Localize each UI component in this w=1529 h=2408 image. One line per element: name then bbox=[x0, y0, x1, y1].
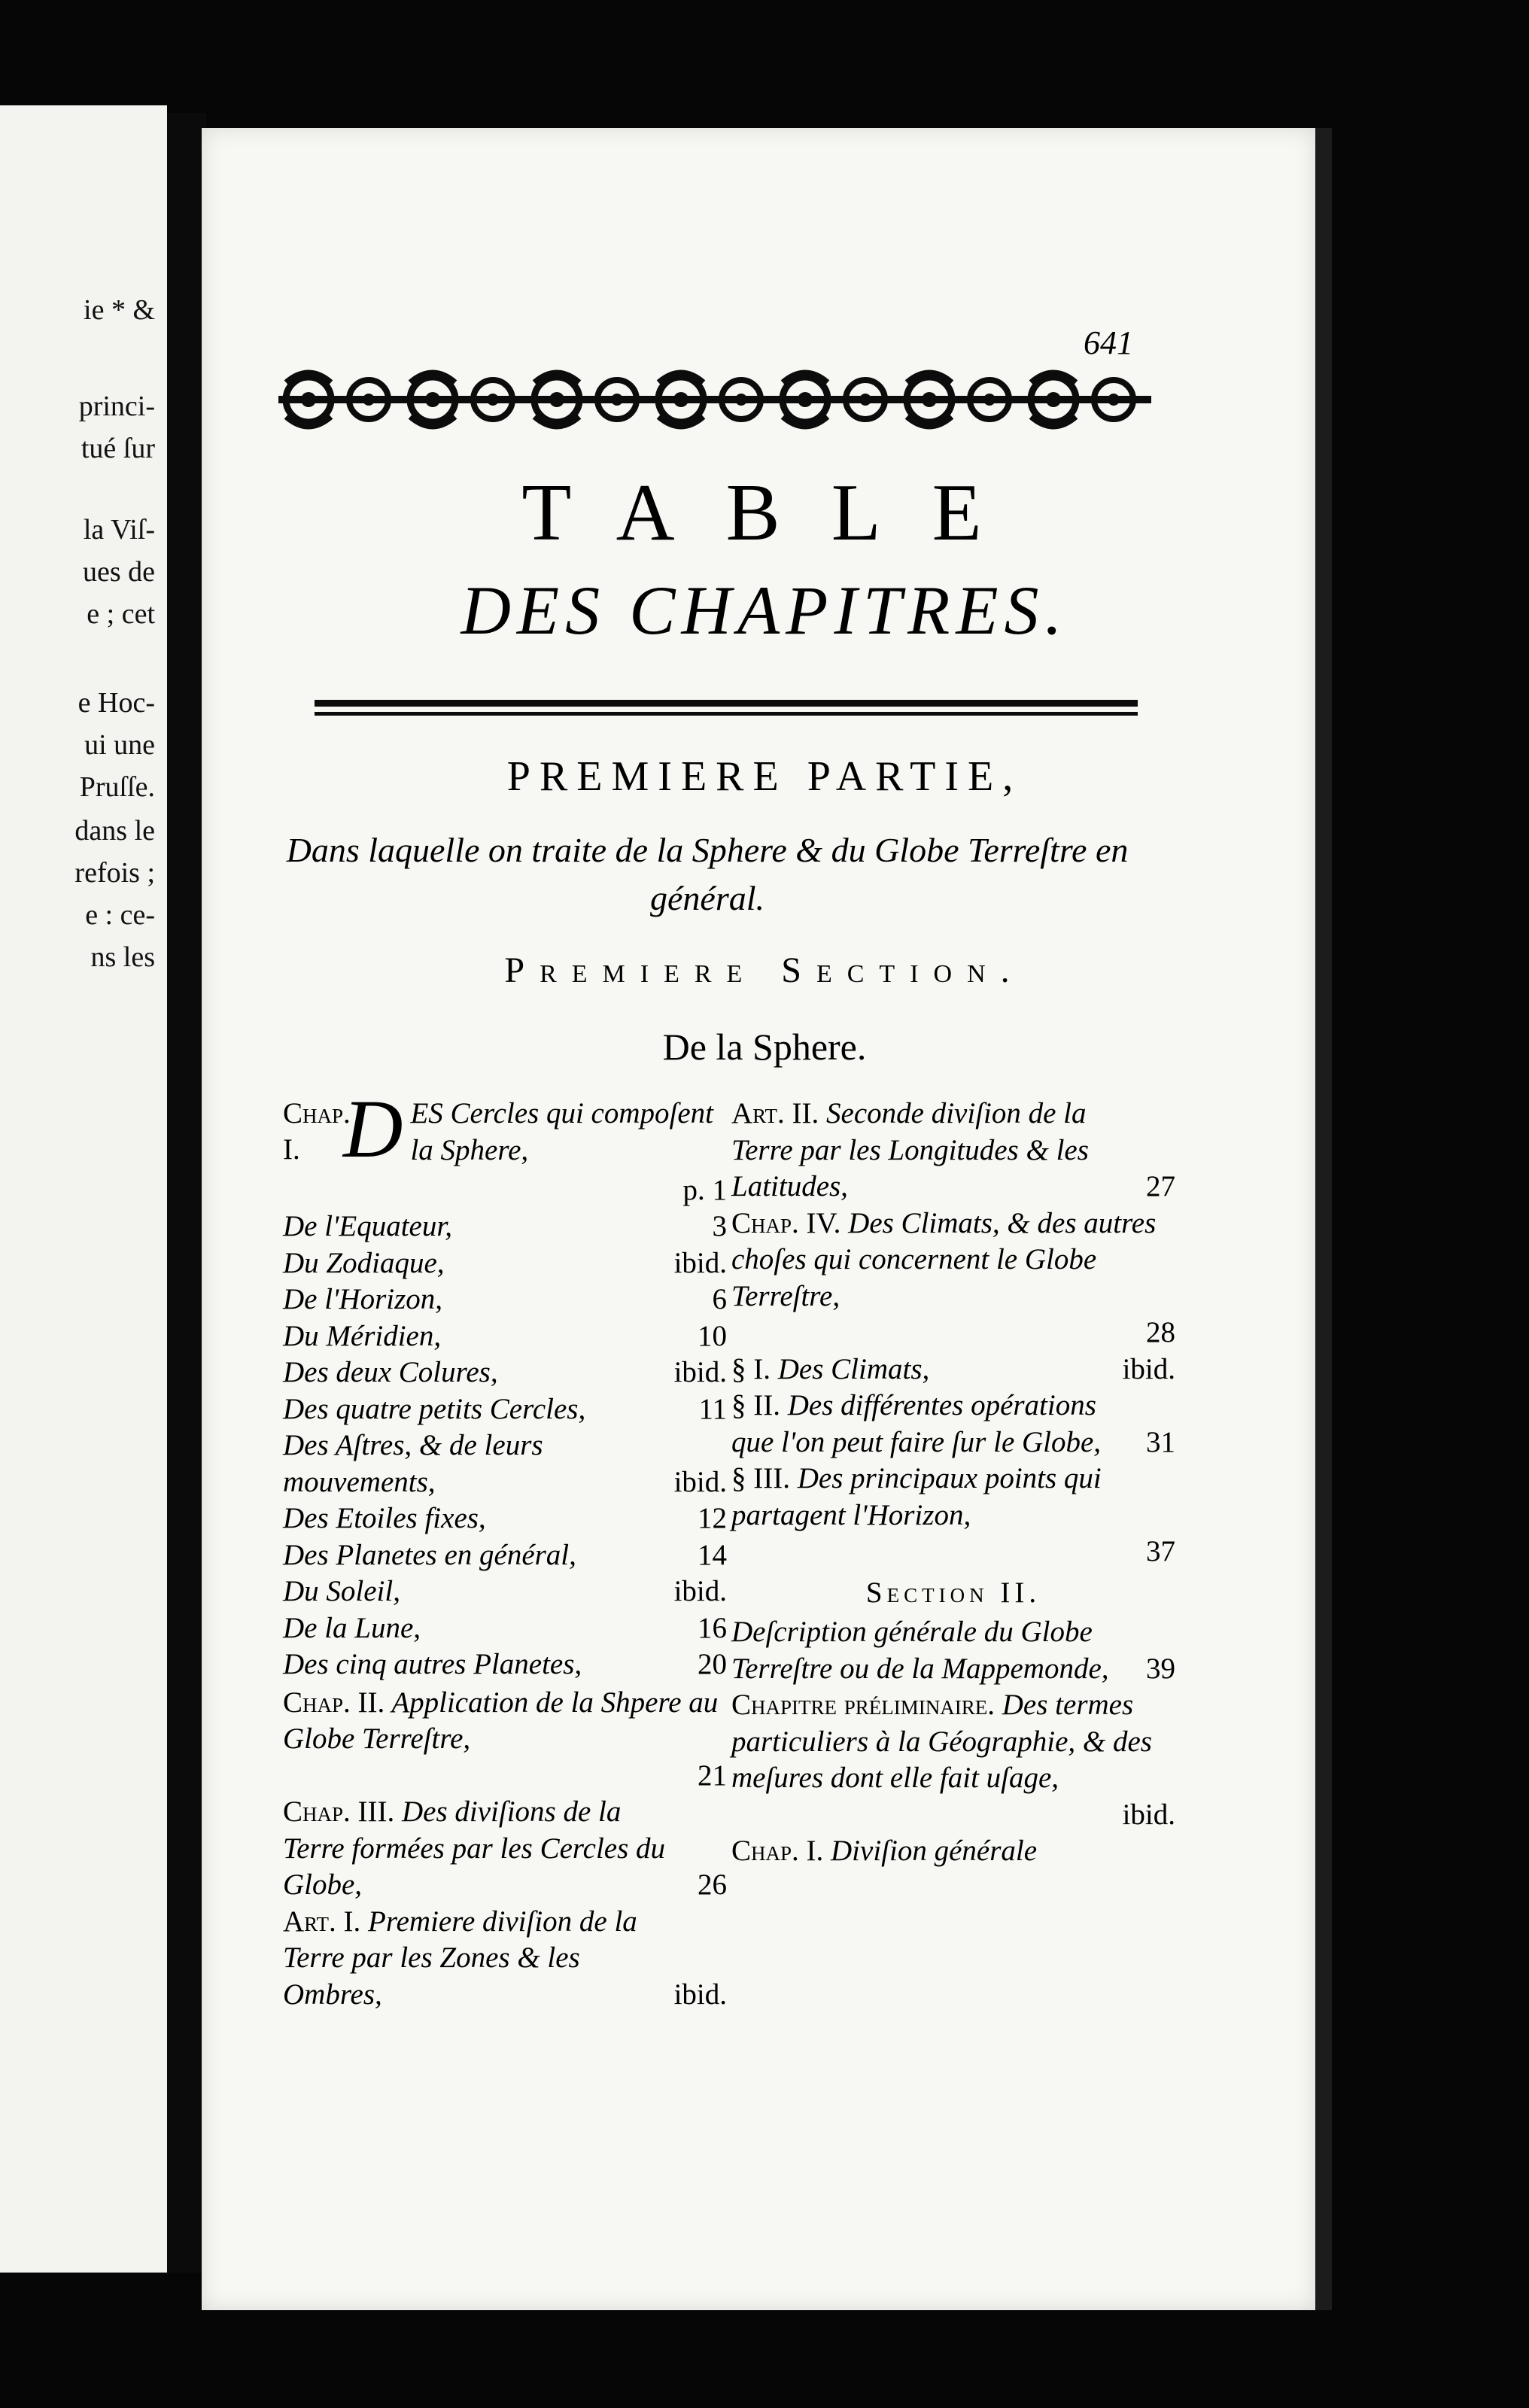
entry-label: Chap. I. bbox=[731, 1835, 824, 1867]
toc-entry bbox=[283, 1573, 727, 1610]
toc-entry bbox=[283, 1354, 727, 1391]
toc-entry bbox=[283, 1083, 727, 1209]
entry-label: § I. bbox=[731, 1352, 771, 1385]
entry-text: Des quatre petits Cercles, bbox=[283, 1392, 586, 1425]
entry-page: ibid. bbox=[1122, 1352, 1175, 1385]
section-subtitle: De la Sphere. bbox=[662, 1026, 867, 1068]
toc-entry bbox=[283, 1427, 727, 1500]
entry-text: De la Lune, bbox=[283, 1611, 421, 1644]
entry-page: ibid. bbox=[673, 1575, 727, 1607]
heading-rule-thick bbox=[315, 700, 1138, 707]
toc-right-column bbox=[731, 1096, 1175, 1870]
toc-entry bbox=[731, 1206, 1175, 1351]
entry-text bbox=[731, 1687, 1175, 1797]
entry-label: Art. II. bbox=[731, 1097, 819, 1130]
section-title: Premiere Section. bbox=[504, 950, 1025, 990]
entry-text bbox=[283, 1794, 727, 1904]
toc-entry bbox=[283, 1245, 727, 1282]
part-description: Dans laquelle on traite de la Sphere & du Globe Terreſtre en général. bbox=[286, 831, 1129, 917]
entry-text: Des Aſtres, & de leurs mouvements, bbox=[283, 1429, 543, 1498]
entry-text: Des Planetes en général, bbox=[283, 1538, 576, 1571]
entry-text bbox=[731, 1096, 1175, 1206]
entry-title: Diviſion générale bbox=[831, 1835, 1038, 1867]
entry-text bbox=[283, 1904, 727, 2014]
toc-entry bbox=[283, 1610, 727, 1647]
toc-entry bbox=[731, 1388, 1175, 1461]
entry-page: 3 bbox=[712, 1210, 727, 1242]
entry-page: 21 bbox=[698, 1759, 727, 1792]
entry-text: Deſcription générale du Globe Terreſtre ou de la Mappemonde, bbox=[731, 1616, 1109, 1685]
entry-title: Des principaux points qui partagent l'Horizon, bbox=[731, 1462, 1102, 1531]
entry-page: 31 bbox=[1146, 1425, 1175, 1458]
entry-title: Des Climats, bbox=[777, 1352, 930, 1385]
toc-entry bbox=[731, 1614, 1175, 1687]
toc-entry bbox=[283, 1537, 727, 1574]
entry-text: De l'Horizon, bbox=[283, 1283, 443, 1315]
entry-page: 16 bbox=[698, 1611, 727, 1644]
left-fragment: e Hoc- bbox=[78, 687, 155, 719]
toc-entry bbox=[283, 1318, 727, 1355]
entry-text: Du Zodiaque, bbox=[283, 1246, 445, 1279]
entry-page: 28 bbox=[1146, 1316, 1175, 1348]
left-fragment: ues de bbox=[82, 556, 155, 588]
entry-title: Seconde diviſion de la Terre par les Longitudes & les Latitudes, bbox=[731, 1097, 1089, 1202]
entry-page: 6 bbox=[712, 1283, 727, 1315]
entry-page: 10 bbox=[698, 1319, 727, 1352]
entry-text: Des Etoiles fixes, bbox=[283, 1502, 486, 1534]
entry-text: Des deux Colures, bbox=[283, 1356, 498, 1388]
toc-entry bbox=[283, 1391, 727, 1428]
entry-page: ibid. bbox=[673, 1465, 727, 1498]
entry-page: ibid. bbox=[1122, 1798, 1175, 1831]
toc-entry bbox=[731, 1833, 1175, 1870]
entry-text: Du Soleil, bbox=[283, 1575, 400, 1607]
left-fragment: princi- bbox=[78, 391, 155, 422]
toc-entry bbox=[283, 1904, 727, 2014]
entry-page: 14 bbox=[698, 1538, 727, 1571]
entry-text: De l'Equateur, bbox=[283, 1210, 452, 1242]
entry-text bbox=[731, 1461, 1175, 1534]
entry-page: p. 1 bbox=[682, 1173, 727, 1206]
entry-text: Du Méridien, bbox=[283, 1319, 442, 1352]
left-fragment: e : ce- bbox=[85, 899, 155, 931]
entry-label: Chap. III. bbox=[283, 1795, 395, 1828]
entry-title: Des termes particuliers à la Géographie, & des meſures dont elle fait uſage, bbox=[731, 1689, 1152, 1794]
entry-page: 12 bbox=[698, 1502, 727, 1534]
heading-rule-thin bbox=[315, 712, 1138, 716]
left-fragment: e ; cet bbox=[87, 598, 155, 630]
entry-page: 26 bbox=[698, 1868, 727, 1901]
toc-entry bbox=[731, 1687, 1175, 1833]
page-title: TABLE bbox=[521, 468, 1033, 558]
entry-title: Des différentes opérations que l'on peut faire ſur le Globe, bbox=[731, 1389, 1102, 1458]
left-fragment: tué ſur bbox=[81, 433, 155, 464]
left-fragment: ui une bbox=[84, 729, 155, 761]
entry-page: 27 bbox=[1146, 1170, 1175, 1202]
left-fragment: refois ; bbox=[74, 857, 155, 889]
toc-entry bbox=[731, 1461, 1175, 1570]
entry-label: Chapitre préliminaire. bbox=[731, 1689, 996, 1721]
toc-entry bbox=[283, 1646, 727, 1683]
toc-entry bbox=[283, 1794, 727, 1904]
entry-text bbox=[283, 1685, 727, 1758]
toc-entry bbox=[731, 1096, 1175, 1206]
toc-entry bbox=[731, 1351, 1175, 1388]
entry-label: Art. I. bbox=[283, 1905, 361, 1938]
entry-label: Chap. I. bbox=[283, 1097, 351, 1166]
ornament-band bbox=[278, 367, 1151, 432]
part-title: PREMIERE PARTIE, bbox=[506, 753, 1023, 800]
left-fragment: ns les bbox=[90, 941, 155, 973]
toc-entry bbox=[283, 1685, 727, 1795]
page-subtitle: DES CHAPITRES. bbox=[461, 572, 1068, 649]
entry-title: Application de la Shpere au Globe Terreſtre, bbox=[283, 1686, 719, 1755]
entry-page: 20 bbox=[698, 1648, 727, 1680]
entry-page: ibid. bbox=[673, 1246, 727, 1279]
toc-left-column bbox=[283, 1083, 727, 2013]
left-fragment: Pruſſe. bbox=[79, 771, 155, 803]
entry-page: 11 bbox=[698, 1392, 727, 1425]
entry-text bbox=[731, 1833, 1175, 1870]
entry-page: 37 bbox=[1146, 1535, 1175, 1567]
entry-text: ES Cercles qui compoſent la Sphere, bbox=[410, 1097, 714, 1166]
entry-title: Des Climats, & des autres choſes qui concernent le Globe Terreſtre, bbox=[731, 1206, 1157, 1312]
toc-entry bbox=[283, 1209, 727, 1245]
entry-text bbox=[731, 1351, 1175, 1388]
entry-page: ibid. bbox=[673, 1356, 727, 1388]
toc-entry bbox=[283, 1282, 727, 1318]
drop-cap: D bbox=[343, 1083, 403, 1175]
entry-label: § III. bbox=[731, 1462, 790, 1494]
left-fragment: la Viſ- bbox=[83, 514, 155, 546]
entry-text bbox=[731, 1206, 1175, 1315]
entry-label: § II. bbox=[731, 1389, 780, 1421]
entry-label: Chap. II. bbox=[283, 1686, 385, 1719]
entry-text bbox=[731, 1388, 1175, 1461]
page-number: 641 bbox=[1084, 324, 1133, 361]
entry-page: 39 bbox=[1146, 1652, 1175, 1685]
left-fragment: ie * & bbox=[84, 294, 155, 326]
toc-entry bbox=[283, 1500, 727, 1537]
section-two-heading: Section II. bbox=[865, 1576, 1041, 1609]
entry-page: ibid. bbox=[673, 1978, 727, 2011]
entry-text: Des cinq autres Planetes, bbox=[283, 1648, 582, 1680]
entry-title: Premiere diviſion de la Terre par les Zones & les Ombres, bbox=[283, 1905, 637, 2011]
left-fragment: dans le bbox=[74, 815, 155, 847]
entry-label: Chap. IV. bbox=[731, 1206, 841, 1239]
entry-title: Des diviſions de la Terre formées par les Cercles du Globe, bbox=[283, 1795, 666, 1901]
